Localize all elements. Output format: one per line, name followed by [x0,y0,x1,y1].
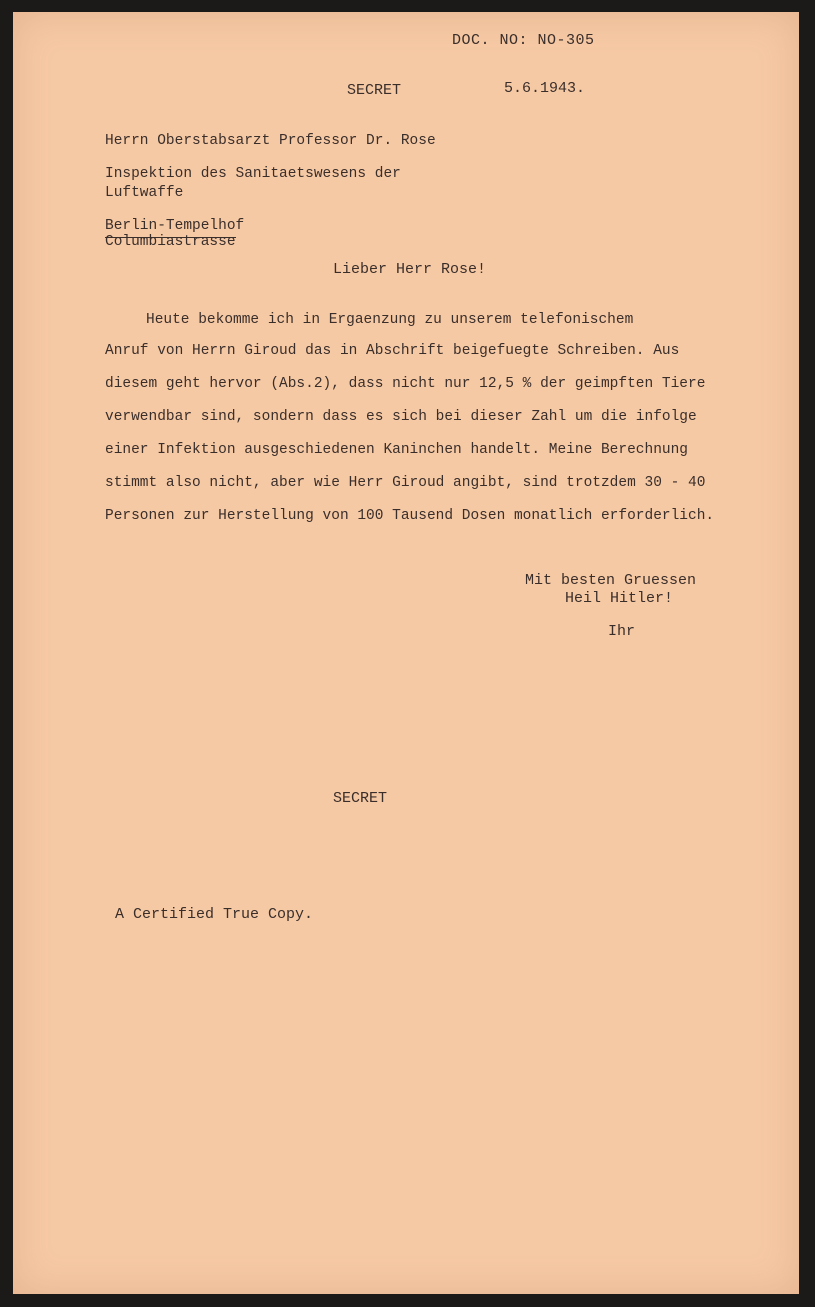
salutation: Lieber Herr Rose! [333,261,487,278]
body-line: einer Infektion ausgeschiedenen Kaninchen handelt. Meine Berechnung [105,442,688,458]
body-line: Heute bekomme ich in Ergaenzung zu unserem telefonischem [146,312,634,328]
address-street: Columbiastrasse [105,234,236,250]
body-line: verwendbar sind, sondern dass es sich bei dieser Zahl um die infolge [105,409,697,425]
body-line: diesem geht hervor (Abs.2), dass nicht nur 12,5 % der geimpften Tiere [105,376,706,392]
body-line: Anruf von Herrn Giroud das in Abschrift beigefuegte Schreiben. Aus [105,343,680,359]
body-line: Personen zur Herstellung von 100 Tausend Dosen monatlich erforderlich. [105,508,715,524]
document-page [13,12,799,1294]
closing-signoff: Ihr [608,623,636,640]
address-department-cont: Luftwaffe [105,185,184,201]
document-number: DOC. NO: NO-305 [452,32,595,49]
letter-date: 5.6.1943. [504,80,586,97]
closing-salute: Heil Hitler! [565,590,674,607]
address-department: Inspektion des Sanitaetswesens der [105,166,401,182]
address-recipient: Herrn Oberstabsarzt Professor Dr. Rose [105,133,436,149]
closing-greeting: Mit besten Gruessen [525,572,697,589]
certification-note: A Certified True Copy. [115,906,314,923]
address-city: Berlin-Tempelhof [105,218,245,234]
body-line: stimmt also nicht, aber wie Herr Giroud angibt, sind trotzdem 30 - 40 [105,475,706,491]
classification-bottom: SECRET [333,790,388,807]
classification-top: SECRET [347,82,402,99]
